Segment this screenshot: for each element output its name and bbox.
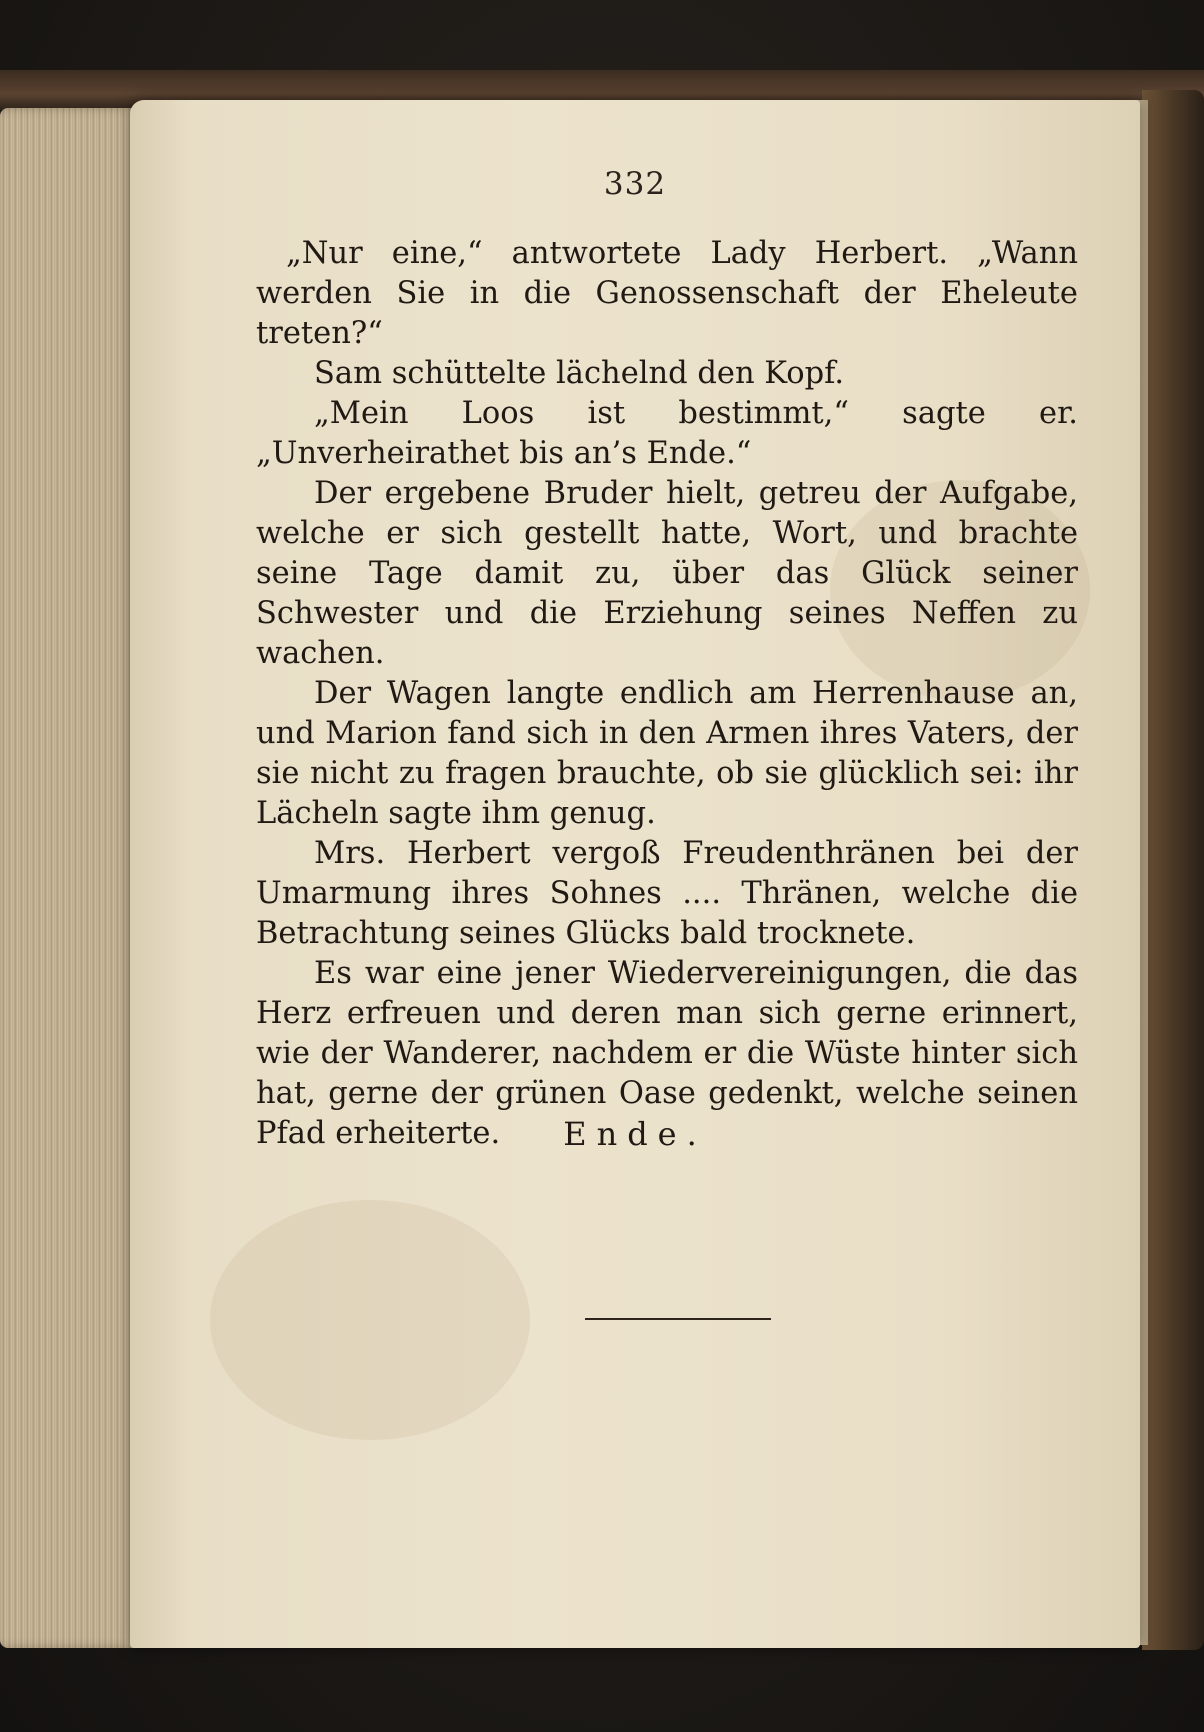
paragraph: „Mein Loos ist bestimmt,“ sagte er. „Unverheirathet bis an’s Ende.“ bbox=[256, 396, 1078, 471]
end-divider bbox=[585, 1318, 771, 1320]
book-page bbox=[130, 100, 1140, 1648]
paper-stain bbox=[210, 1200, 530, 1440]
book-cover-right bbox=[1142, 90, 1204, 1650]
paragraph: „Nur eine,“ antwortete Lady Herbert. „Wann werden Sie in die Genossenschaft der Eheleute treten?“ bbox=[256, 236, 1078, 351]
paragraph: Mrs. Herbert vergoß Freudenthränen bei der Umarmung ihres Sohnes .... Thränen, welche die Betrachtung seines Glücks bald trocknete. bbox=[256, 836, 1078, 951]
end-word: Ende. bbox=[563, 1115, 707, 1153]
paragraph: Sam schüttelte lächelnd den Kopf. bbox=[314, 356, 845, 391]
paragraph: Der ergebene Bruder hielt, getreu der Aufgabe, welche er sich gestellt hatte, Wort, und brachte seine Tage damit zu, über das Glück seiner Schwester und die Erziehung seines Neffen zu wachen. bbox=[256, 476, 1078, 671]
paragraph: Der Wagen langte endlich am Herrenhause an, und Marion fand sich in den Armen ihres Vaters, der sie nicht zu fragen brauchte, ob sie glücklich sei: ihr Lächeln sagte ihm genug. bbox=[256, 676, 1078, 831]
body-text bbox=[256, 234, 1078, 1154]
paragraph: Es war eine jener Wiedervereinigungen, die das Herz erfreuen und deren man sich gerne erinnert, wie der Wanderer, nachdem er die Wüste hinter sich hat, gerne der grünen Oase gedenkt, welche seinen Pfad erheiterte. bbox=[256, 956, 1078, 1151]
page-number: 332 bbox=[603, 166, 667, 202]
